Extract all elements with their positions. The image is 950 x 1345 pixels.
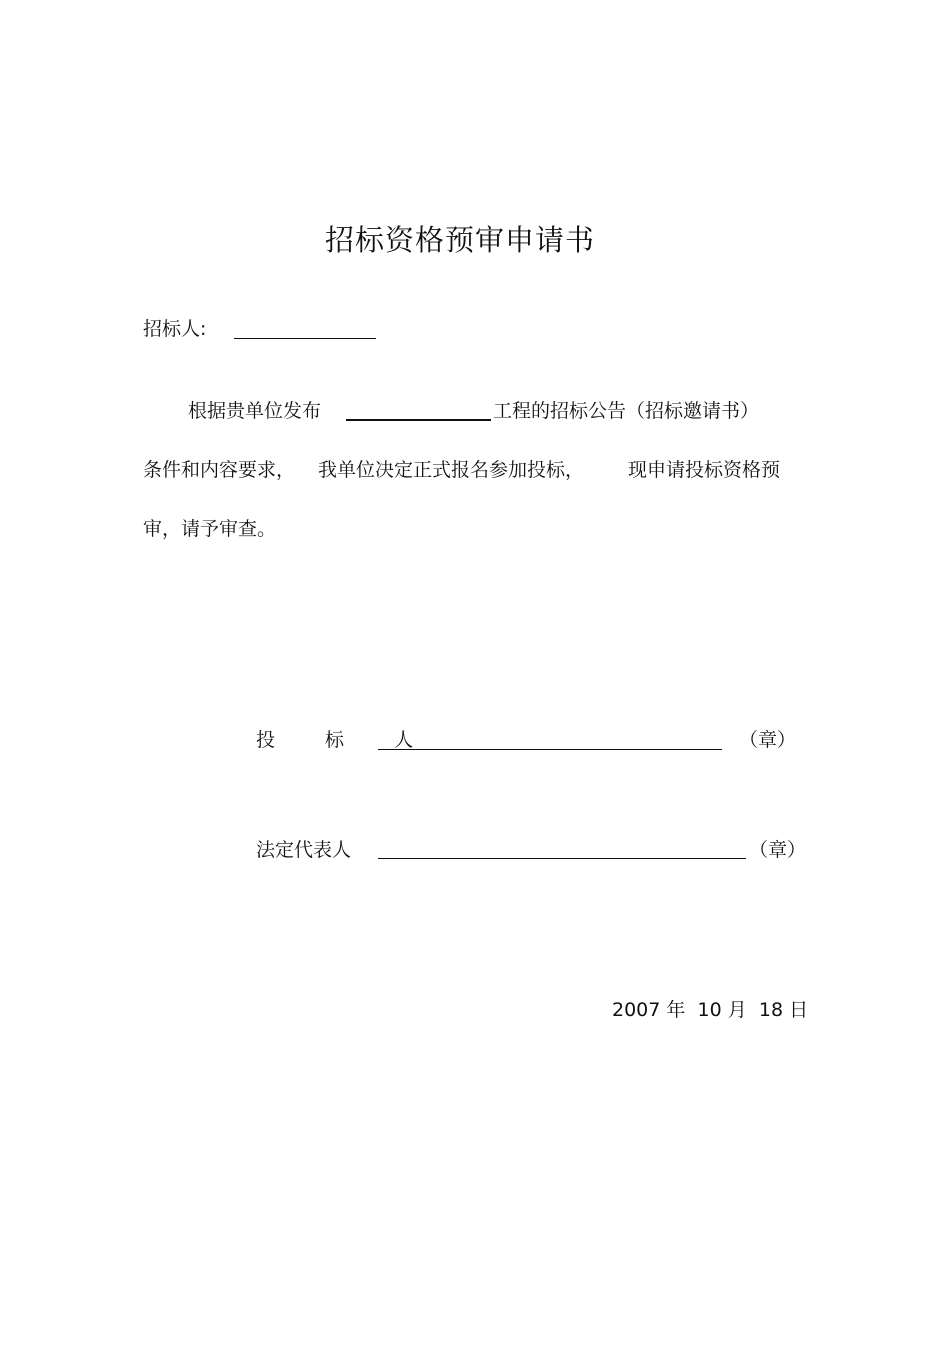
legal-rep-signature-blank [378, 858, 746, 859]
body-line2-part-a: 条件和内容要求， [143, 459, 296, 481]
body-line2-part-c: 现申请投标资格预 [628, 459, 781, 481]
body-line2-part-b: 我单位决定正式报名参加投标， [318, 459, 585, 481]
bidder-label: 投 标 人 [256, 729, 436, 751]
date [612, 997, 808, 1023]
date-day-unit: 日 [789, 999, 809, 1021]
date-month-unit: 月 [727, 999, 747, 1021]
bidder-signature-blank [378, 749, 722, 750]
bidder-seal-label: （章） [739, 729, 797, 751]
document-title: 招标资格预审申请书 [324, 223, 595, 257]
recipient-blank [234, 338, 376, 339]
project-name-blank [346, 419, 491, 421]
legal-rep-label: 法定代表人 [256, 839, 352, 861]
legal-rep-seal-label: （章） [749, 839, 807, 861]
date-month: 10 [697, 999, 722, 1021]
recipient-label: 招标人: [143, 318, 207, 340]
body-line1-after: 工程的招标公告（招标邀请书） [493, 400, 760, 422]
date-year-unit: 年 [666, 999, 686, 1021]
body-line3: 审，请予审查。 [143, 518, 277, 540]
body-line1-before: 根据贵单位发布 [188, 400, 322, 422]
date-day: 18 [758, 999, 784, 1021]
date-year: 2007 [612, 999, 661, 1021]
